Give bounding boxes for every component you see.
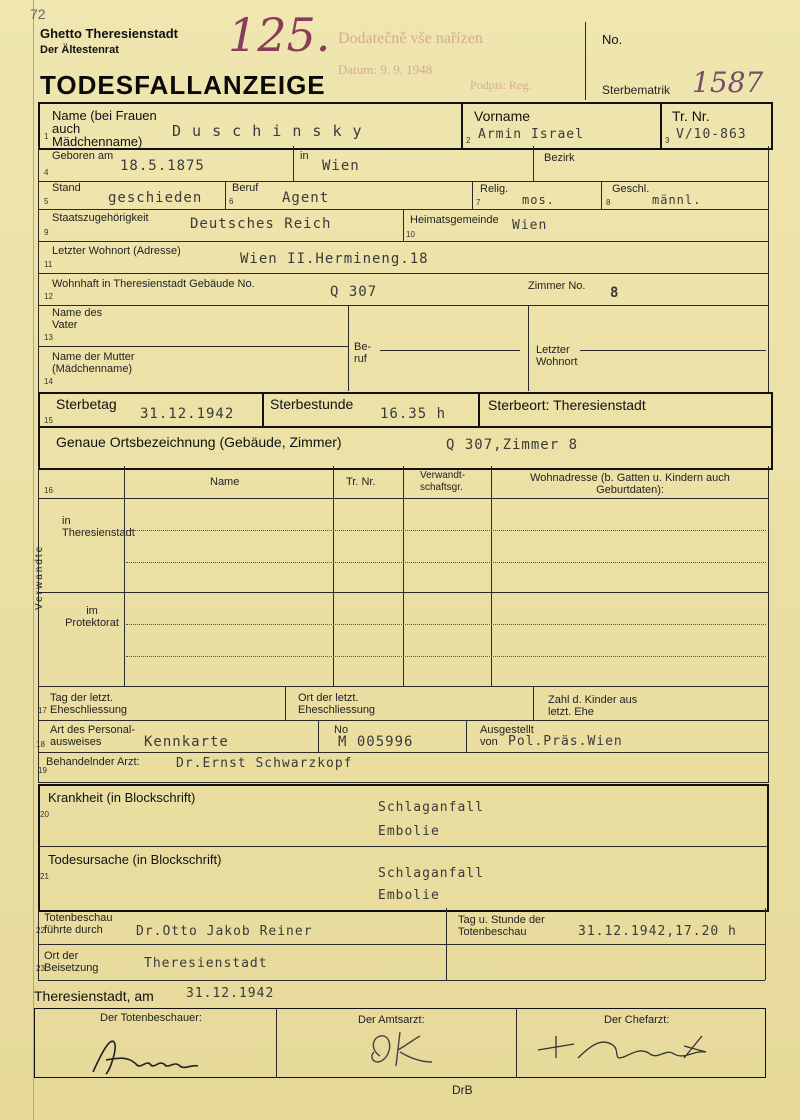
genaue-value: Q 307,Zimmer 8 [446,437,579,453]
ausweis-art-value: Kennkarte [144,734,229,750]
stamp-sign: Podpis: Reg. [470,78,532,92]
marriage-tag-label: Tag der letzt. Eheschliessung [50,692,128,716]
rel-verw-header: Verwandt-schaftsgr. [420,470,466,493]
staat-value: Deutsches Reich [190,216,332,232]
wohnhaft-label: Wohnhaft in Theresienstadt Gebäude No. [52,278,255,290]
staat-label: Staatszugehörigkeit [52,212,149,224]
trnr-label: Tr. Nr. [672,108,710,124]
sterbestunde-label: Sterbestunde [270,396,354,412]
letzter-wohnort-label: Letzter Wohnort [536,344,578,368]
totenbeschauer-signature [88,1030,208,1080]
sterbetag-label: Sterbetag [56,396,117,412]
ursache-line-2: Embolie [378,888,440,903]
vorname-value: Armin Israel [478,127,584,142]
stand-label: Stand [52,182,81,194]
beruf-label: Beruf [232,182,259,194]
mutter-label: Name der Mutter (Mädchenname) [52,351,135,375]
form-page: 72 Ghetto Theresienstadt Der Ältestenrat TODESFALLANZEIGE 125. Dodatečně vše nařízen Datum: 9. 9. 1948 Podpis: Reg. No. Sterbematrik 1587 Name (bei Frauen auch Mädchenname) 1 D u s c h i n s k y Vorname 2 Armin Israel Tr. Nr. 3 V/10-863 Geboren am 4 18.5.1875 in Wien Bezirk Stand 5 geschieden Beruf 6 Agent Relig. 7 mos. Geschl. 8 männl. Staatszugehörigkeit 9 Deutsches Reich Heimatsgemeinde 10 Wien Letzter Wohnort (Adresse) 11 Wien II.Hermineng.18 Wohnhaft in Theresienstadt Gebäude No. 12 Q 307 Zimmer No. 8 Name des Vater 13 Name der Mutter (Mädchenname) 14 Be- ruf Letzter Wohnort Sterbetag 15 31.12.1942 Sterbestunde 16.35 h Sterbeort: Theresienstadt Genaue Ortsbezeichnung (Gebäude, Zimmer) Q 307,Zimmer 8 16 Name Tr. Nr. Verwandt-schaftsgr. Wohnadresse (b. Gatten u. Kindern auch Geburtdaten): Verwandte in Theresienstadt im Protektorat Tag der letzt. Eheschliessung 17 Ort der letzt. Eheschliessung Zahl d. Kinder aus letzt. Ehe Art des Personal-ausweises 18 Kennkarte No M 005996 Ausgestellt von Pol.Präs.Wien Behandelnder Arzt: 19 Dr.Ernst Schwarzkopf Krankheit (in Blockschrift) 20 Schlaganfall Embolie Todesursache (in Blockschrift) 21 Schlaganfall Embolie Totenbeschau führte durch 22 Dr.Otto Jakob Reiner Tag u. Stunde der Totenbeschau 31.12.1942,17.20 h Ort der Beisetzung 23 Theresienstadt Theresienstadt, am 31.12.1942 Der Totenbeschauer: Der Amtsarzt: Der Chefarzt: DrB [0,0,800,1120]
marriage-kinder-label: Zahl d. Kinder aus letzt. Ehe [548,694,638,718]
beisetzung-ort-label: Ort der Beisetzung [44,950,99,974]
vater-label: Name des Vater [52,307,103,331]
org-line-2: Der Ältestenrat [40,44,119,56]
name-label: Name (bei Frauen auch Mädchenname) [52,108,157,149]
stand-value: geschieden [108,190,203,206]
zimmer-value: 8 [610,285,620,301]
beschau-tag-label: Tag u. Stunde der Totenbeschau [458,914,545,938]
arzt-value: Dr.Ernst Schwarzkopf [176,756,353,771]
marriage-ort-label: Ort der letzt. Eheschliessung [298,692,376,716]
ursache-line-1: Schlaganfall [378,866,484,881]
rel-im-protektorat: im Protektorat [65,605,119,629]
arzt-label: Behandelnder Arzt: [46,756,140,768]
form-title: TODESFALLANZEIGE [40,70,326,100]
death-box [38,392,773,470]
beschau-tag-value: 31.12.1942,17.20 h [578,924,737,939]
krankheit-label: Krankheit (in Blockschrift) [48,790,196,805]
chefarzt-label: Der Chefarzt: [604,1014,670,1026]
vorname-label: Vorname [474,108,531,124]
heimat-value: Wien [512,218,548,233]
sterbeort-label: Sterbeort: Theresienstadt [488,397,646,413]
amtsarzt-label: Der Amtsarzt: [358,1014,425,1026]
bezirk-label: Bezirk [544,152,575,164]
place-date-value: 31.12.1942 [186,986,275,1001]
geschl-label: Geschl. [612,183,650,195]
rel-name-header: Name [210,476,240,488]
stamp-text: Dodatečně vše nařízen [338,30,483,47]
ausweis-no-label: No [334,724,349,736]
rel-wohn-header: Wohnadresse (b. Gatten u. Kindern auch Geburtdaten): [530,472,730,496]
in-label: in [300,150,309,162]
beschau-label: Totenbeschau führte durch [44,912,113,936]
geboren-label: Geboren am [52,150,114,162]
geboren-value: 18.5.1875 [120,158,205,174]
wohnhaft-value: Q 307 [330,284,378,300]
in-value: Wien [322,158,360,174]
ausweis-no-value: M 005996 [338,734,414,750]
rel-side-label: Verwandte [34,544,45,610]
org-line-1: Ghetto Theresienstadt [40,26,178,41]
printer-mark: DrB [452,1083,473,1097]
rel-trnr-header: Tr. Nr. [346,476,376,488]
zimmer-label: Zimmer No. [528,280,586,292]
no-label: No. [602,32,623,47]
stamp-date: Datum: 9. 9. 1948 [338,62,433,77]
ausweis-art-label: Art des Personal-ausweises [50,724,135,748]
krankheit-line-1: Schlaganfall [378,800,484,815]
geschl-value: männl. [652,193,702,207]
relig-value: mos. [522,193,555,207]
ursache-label: Todesursache (in Blockschrift) [48,852,222,867]
name-value: D u s c h i n s k y [172,122,363,140]
place-date-label: Theresienstadt, am [34,988,154,1004]
genaue-label: Genaue Ortsbezeichnung (Gebäude, Zimmer) [56,434,342,450]
sterbetag-value: 31.12.1942 [140,406,235,422]
chefarzt-signature [534,1028,724,1072]
beruf2-label: Be- ruf [354,341,372,365]
sterbestunde-value: 16.35 h [380,406,447,422]
wohnort-value: Wien II.Hermineng.18 [240,251,429,267]
sterbematrik-value: 1587 [692,66,764,99]
totenbeschauer-label: Der Totenbeschauer: [100,1012,202,1024]
heimat-label: Heimatsgemeinde [410,214,499,226]
relig-label: Relig. [480,183,509,195]
amtsarzt-signature [360,1026,440,1072]
handwritten-number: 125. [228,8,331,62]
beruf-value: Agent [282,190,330,206]
krankheit-line-2: Embolie [378,824,440,839]
ausgestellt-label: Ausgestellt von [480,724,534,748]
wohnort-label: Letzter Wohnort (Adresse) [52,245,181,257]
trnr-value: V/10-863 [676,127,747,142]
rel-in-theresienstadt: in Theresienstadt [62,515,135,539]
sterbematrik-label: Sterbematrik [602,83,671,97]
beschau-value: Dr.Otto Jakob Reiner [136,924,313,939]
beisetzung-ort-value: Theresienstadt [144,956,268,971]
corner-mark: 72 [30,6,46,22]
ausgestellt-value: Pol.Präs.Wien [508,734,623,749]
